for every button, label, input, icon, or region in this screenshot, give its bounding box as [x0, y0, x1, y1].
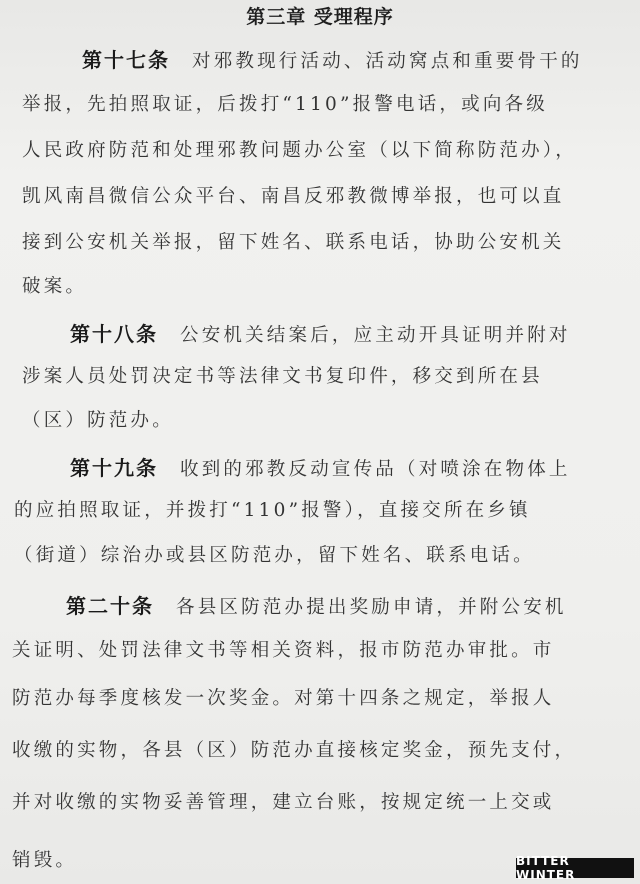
article-17-text: 对邪教现行活动、活动窝点和重要骨干的 [192, 51, 583, 72]
article-18-line-2: （区）防范办。 [22, 410, 174, 431]
article-17-first-line [82, 44, 583, 73]
article-17-line-5: 破案。 [22, 276, 88, 297]
article-18-first-line [70, 318, 571, 347]
article-19-line-1: 的应拍照取证，并拨打“110”报警），直接交所在乡镇 [14, 500, 531, 521]
article-17-line-3: 凯风南昌微信公众平台、南昌反邪教微博举报，也可以直 [22, 186, 565, 207]
article-17-line-4: 接到公安机关举报，留下姓名、联系电话，协助公安机关 [22, 232, 565, 253]
article-20-line-3: 收缴的实物，各县（区）防范办直接核定奖金，预先支付， [12, 740, 577, 761]
article-18-line-1: 涉案人员处罚决定书等法律文书复印件，移交到所在县 [22, 366, 543, 387]
article-18-label: 第十八条 [70, 322, 158, 346]
article-19-first-line [70, 452, 571, 481]
article-20-line-5: 销毁。 [12, 850, 78, 871]
article-17-line-1: 举报，先拍照取证，后拨打“110”报警电话，或向各级 [22, 94, 548, 115]
article-20-label: 第二十条 [66, 594, 154, 618]
article-18-text: 公安机关结案后，应主动开具证明并附对 [180, 325, 571, 346]
article-19-text: 收到的邪教反动宣传品（对喷涂在物体上 [180, 459, 571, 480]
article-17-line-2: 人民政府防范和处理邪教问题办公室（以下简称防范办）， [22, 140, 577, 161]
article-20-first-line [66, 590, 567, 619]
chapter-title: 第三章 受理程序 [246, 6, 394, 28]
article-17-label: 第十七条 [82, 48, 170, 72]
article-20-line-2: 防范办每季度核发一次奖金。对第十四条之规定，举报人 [12, 688, 555, 709]
article-19-line-2: （街道）综治办或县区防范办，留下姓名、联系电话。 [14, 545, 535, 566]
article-20-text: 各县区防范办提出奖励申请，并附公安机 [176, 597, 567, 618]
article-20-line-1: 关证明、处罚法律文书等相关资料，报市防范办审批。市 [12, 640, 555, 661]
watermark-logo: BITTER WINTER [516, 858, 634, 878]
article-20-line-4: 并对收缴的实物妥善管理，建立台账，按规定统一上交或 [12, 792, 555, 813]
article-19-label: 第十九条 [70, 456, 158, 480]
